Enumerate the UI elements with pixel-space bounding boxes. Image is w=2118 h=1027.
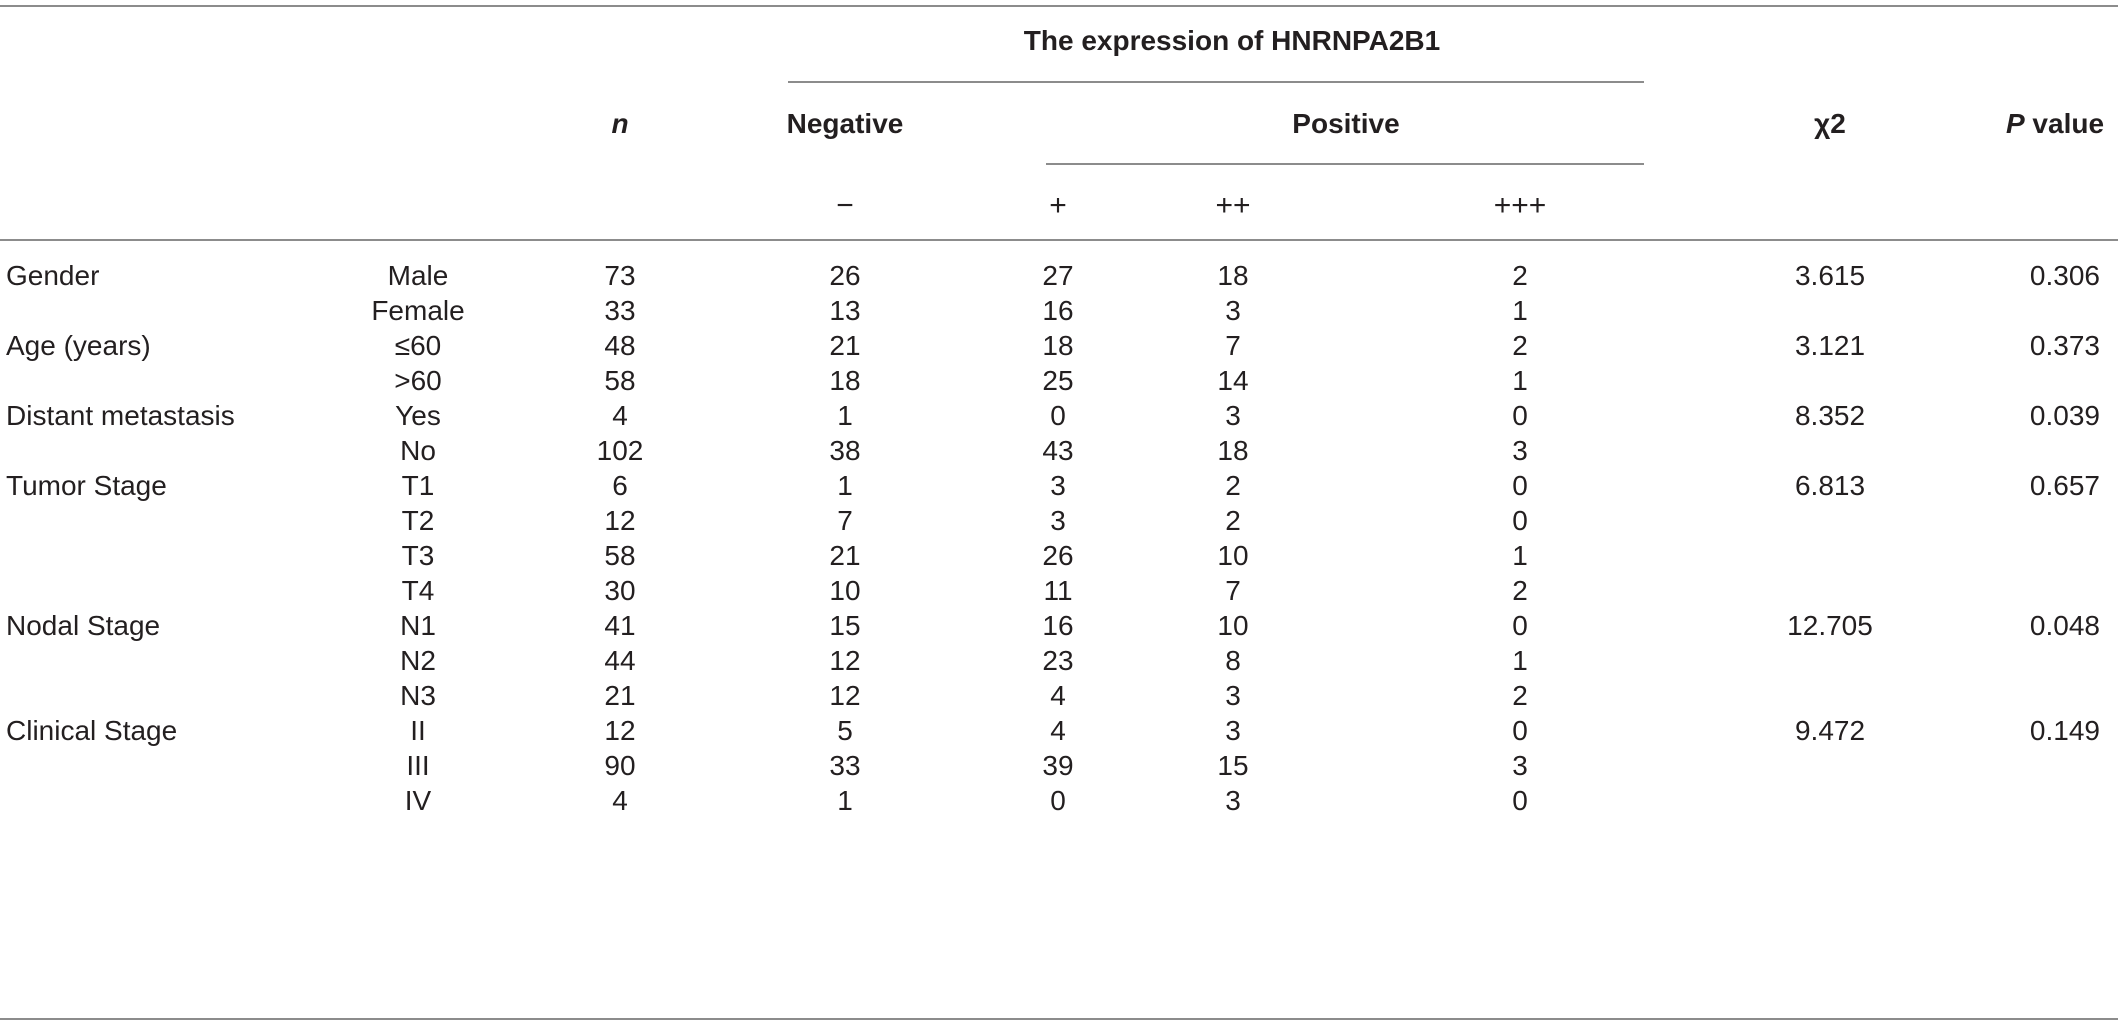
positive-2-count: 3: [1225, 294, 1241, 326]
positive-2-count: 15: [1217, 749, 1249, 781]
positive-3-count: 0: [1512, 399, 1528, 431]
positive-group-rule: [1046, 163, 1644, 165]
sub-category: Female: [371, 294, 465, 326]
positive-2-count: 7: [1225, 329, 1241, 361]
negative-count: 38: [829, 434, 861, 466]
chi2-value: 8.352: [1794, 399, 1866, 431]
p-value: 0.373: [2029, 329, 2100, 361]
positive-3-count: 1: [1512, 294, 1528, 326]
n-value: 4: [612, 399, 628, 431]
positive-2-count: 14: [1217, 364, 1249, 396]
positive-3-count: 2: [1512, 259, 1528, 291]
negative-count: 15: [829, 609, 861, 641]
positive-2-count: 3: [1225, 399, 1241, 431]
positive-1-count: 3: [1050, 504, 1066, 536]
positive-1-count: 3: [1050, 469, 1066, 501]
positive-2-count: 2: [1225, 469, 1241, 501]
positive-2-count: 10: [1217, 609, 1249, 641]
table-row: [0, 777, 2118, 824]
positive-3-count: 0: [1512, 784, 1528, 816]
n-value: 73: [604, 259, 636, 291]
n-value: 21: [604, 679, 636, 711]
positive-3-count: 2: [1512, 329, 1528, 361]
positive-3-count: 3: [1512, 749, 1528, 781]
chi2-value: 9.472: [1794, 714, 1866, 746]
n-value: 102: [596, 434, 644, 466]
negative-count: 21: [829, 329, 861, 361]
sub-category: Yes: [395, 399, 441, 431]
negative-count: 26: [829, 259, 861, 291]
positive-2-count: 2: [1225, 504, 1241, 536]
row-label: Age (years): [6, 329, 151, 361]
bottom-rule: [0, 1018, 2118, 1020]
sub-category: II: [410, 714, 426, 746]
sub-category: >60: [394, 364, 442, 396]
negative-count: 1: [837, 784, 853, 816]
positive-3-count: 0: [1512, 609, 1528, 641]
p-value: 0.149: [2029, 714, 2100, 746]
positive-1-symbol: +: [1049, 189, 1067, 222]
sub-category: T4: [401, 574, 435, 606]
sub-category: T2: [401, 504, 435, 536]
positive-1-count: 27: [1042, 259, 1074, 291]
chi2-value: 12.705: [1787, 609, 1873, 641]
positive-3-count: 1: [1512, 364, 1528, 396]
positive-1-count: 39: [1042, 749, 1074, 781]
negative-count: 1: [837, 399, 853, 431]
p-value-header: [2006, 110, 2104, 138]
p-letter: P: [2005, 108, 2025, 139]
positive-2-count: 10: [1217, 539, 1249, 571]
positive-3-count: 0: [1512, 504, 1528, 536]
n-value: 33: [604, 294, 636, 326]
negative-count: 10: [829, 574, 861, 606]
negative-count: 12: [829, 679, 861, 711]
negative-count: 7: [837, 504, 853, 536]
n-value: 44: [604, 644, 636, 676]
chi2-value: 3.121: [1794, 329, 1866, 361]
positive-3-count: 1: [1512, 539, 1528, 571]
n-value: 6: [612, 469, 628, 501]
n-value: 90: [604, 749, 636, 781]
p-value-suffix: value: [2024, 108, 2105, 139]
p-value: 0.039: [2029, 399, 2100, 431]
row-label: Gender: [6, 259, 100, 291]
positive-2-count: 18: [1217, 434, 1249, 466]
negative-count: 18: [829, 364, 861, 396]
positive-3-count: 3: [1512, 434, 1528, 466]
negative-count: 13: [829, 294, 861, 326]
n-value: 12: [604, 504, 636, 536]
positive-2-count: 3: [1225, 679, 1241, 711]
negative-count: 33: [829, 749, 861, 781]
sub-category: ≤60: [394, 329, 442, 361]
n-value: 12: [604, 714, 636, 746]
expression-group-rule: [788, 81, 1644, 83]
p-value: 0.657: [2029, 469, 2100, 501]
header-bottom-rule: [0, 239, 2118, 241]
n-value: 58: [604, 364, 636, 396]
n-value: 48: [604, 329, 636, 361]
sub-category: III: [406, 749, 430, 781]
negative-count: 5: [837, 714, 853, 746]
n-value: 58: [604, 539, 636, 571]
positive-header: Positive: [1292, 108, 1400, 139]
p-value: 0.306: [2029, 259, 2100, 291]
sub-category: N3: [400, 679, 436, 711]
positive-3-count: 2: [1512, 679, 1528, 711]
positive-2-count: 8: [1225, 644, 1241, 676]
positive-3-count: 0: [1512, 469, 1528, 501]
positive-1-count: 25: [1042, 364, 1074, 396]
positive-1-count: 23: [1042, 644, 1074, 676]
sub-category: N2: [400, 644, 436, 676]
positive-2-count: 18: [1217, 259, 1249, 291]
positive-3-count: 2: [1512, 574, 1528, 606]
positive-1-count: 0: [1050, 399, 1066, 431]
row-label: Clinical Stage: [6, 714, 178, 746]
positive-2-count: 7: [1225, 574, 1241, 606]
p-value: 0.048: [2029, 609, 2100, 641]
positive-1-count: 11: [1043, 574, 1073, 606]
n-header: n: [611, 108, 629, 139]
expression-header: The expression of HNRNPA2B1: [1023, 25, 1441, 56]
positive-1-count: 4: [1050, 714, 1066, 746]
n-value: 41: [604, 609, 636, 641]
n-value: 4: [612, 784, 628, 816]
positive-1-count: 4: [1050, 679, 1066, 711]
positive-1-count: 43: [1042, 434, 1074, 466]
sub-category: IV: [404, 784, 432, 816]
chi2-value: 3.615: [1794, 259, 1866, 291]
chi2-header: χ2: [1814, 108, 1846, 139]
positive-1-count: 16: [1042, 609, 1074, 641]
negative-symbol: −: [836, 189, 854, 222]
row-label: Distant metastasis: [6, 399, 235, 431]
chi2-value: 6.813: [1794, 469, 1866, 501]
n-value: 30: [604, 574, 636, 606]
positive-1-count: 18: [1042, 329, 1074, 361]
sub-category: T1: [401, 469, 435, 501]
sub-category: T3: [401, 539, 435, 571]
positive-2-symbol: ++: [1215, 189, 1251, 222]
negative-count: 12: [829, 644, 861, 676]
sub-category: Male: [387, 259, 449, 291]
negative-count: 1: [837, 469, 853, 501]
sub-category: N1: [400, 609, 436, 641]
positive-1-count: 26: [1042, 539, 1074, 571]
positive-1-count: 0: [1050, 784, 1066, 816]
row-label: Tumor Stage: [6, 469, 167, 501]
positive-1-count: 16: [1042, 294, 1074, 326]
positive-2-count: 3: [1225, 714, 1241, 746]
sub-category: No: [400, 434, 436, 466]
row-label: Nodal Stage: [6, 609, 161, 641]
positive-3-count: 0: [1512, 714, 1528, 746]
positive-3-symbol: +++: [1493, 189, 1547, 222]
negative-count: 21: [829, 539, 861, 571]
negative-header: Negative: [786, 108, 904, 139]
positive-2-count: 3: [1225, 784, 1241, 816]
positive-3-count: 1: [1512, 644, 1528, 676]
top-rule: [0, 5, 2118, 7]
